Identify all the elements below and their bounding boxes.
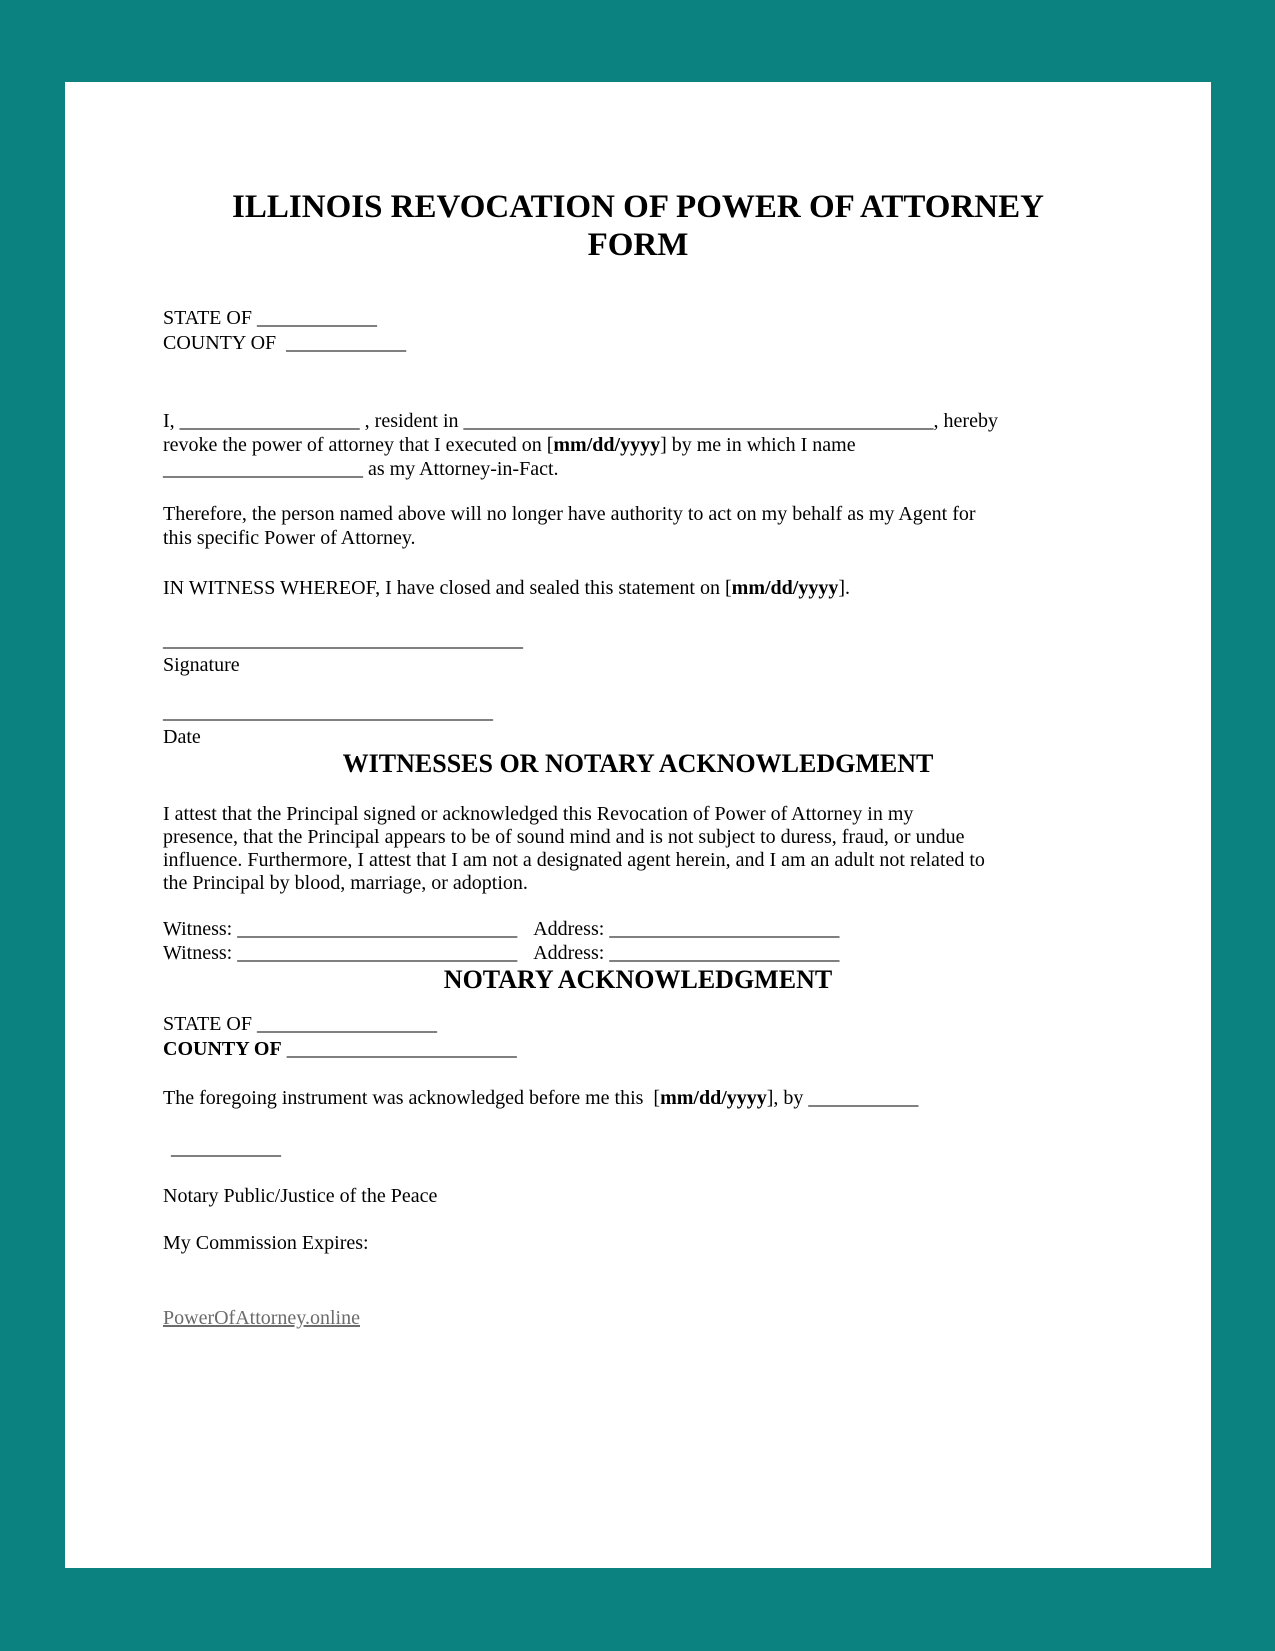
therefore-paragraph [163,502,1113,550]
notary-section-heading: NOTARY ACKNOWLEDGMENT [443,965,833,994]
address-label: Address: [533,918,605,940]
witness-row [163,917,1113,941]
therefore-line-1: Therefore, the person named above will no longer have authority to act on my behalf as my Agent for [163,503,976,525]
notary-county-label: COUNTY OF [163,1038,282,1060]
whereof-text: IN WITNESS WHEREOF, I have closed and sealed this statement on [ [163,577,732,599]
witness-label: Witness: [163,918,233,940]
intro-line-3-text: as my Attorney-in-Fact. [363,458,559,480]
witness-label: Witness: [163,942,233,964]
footer-link-line [163,1306,1113,1330]
intro-line-2-text: revoke the power of attorney that I executed on [ [163,434,554,456]
field-state-of: STATE OF ____________ [163,307,377,329]
intro-line-2-text-end: ] by me in which I name [660,434,856,456]
acknowledgment-line [163,1086,1113,1110]
signature-label: Signature [163,653,240,676]
page-title-line-2: FORM [587,227,689,263]
document-page [65,82,1211,1568]
intro-line-1: I, __________________ , resident in _______________________________________________, hereby [163,410,998,432]
attest-line-1: I attest that the Principal signed or acknowledged this Revocation of Power of Attorney in my [163,803,914,825]
witness-rows [163,917,1113,965]
therefore-line-2: this specific Power of Attorney. [163,527,416,549]
notary-state-of: STATE OF __________________ [163,1013,437,1035]
notary-public-label: Notary Public/Justice of the Peace [163,1185,438,1207]
notary-county-of [163,1037,1113,1062]
date-field [163,700,1113,749]
signature-field [163,628,1113,677]
whereof-text-end: ]. [838,577,851,599]
field-county-of: COUNTY OF ____________ [163,332,407,354]
attestation-paragraph [163,803,1113,895]
page-title-line-1: ILLINOIS REVOCATION OF POWER OF ATTORNEY [232,189,1044,225]
address-blank: _______________________ [604,918,840,940]
notary-county-blank: _______________________ [281,1038,517,1060]
date-blank-line: _________________________________ [163,701,493,723]
address-label: Address: [533,942,605,964]
page-title [163,188,1113,264]
witness-whereof-line [163,576,1113,600]
intro-line-3 [163,457,1113,481]
footer-link[interactable]: PowerOfAttorney.online [163,1307,360,1329]
notary-state-county-block [163,1012,1113,1062]
witness-blank: ____________________________ [232,942,518,964]
attorney-name-blank: ____________________ [163,458,363,480]
acknowledgment-text: The foregoing instrument was acknowledged before me this [ [163,1087,661,1109]
date-label: Date [163,725,201,748]
witness-row [163,941,1113,965]
date-placeholder: mm/dd/yyyy [731,577,839,599]
date-placeholder: mm/dd/yyyy [660,1087,767,1109]
commission-expires-label: My Commission Expires: [163,1232,369,1254]
address-blank: _______________________ [604,942,840,964]
witnesses-section-heading: WITNESSES OR NOTARY ACKNOWLEDGMENT [342,749,934,778]
state-county-block [163,306,1113,356]
intro-line-2 [163,433,1113,457]
intro-paragraph [163,409,1113,481]
acknowledgment-text-end: ], by ___________ [766,1087,919,1109]
attest-line-3: influence. Furthermore, I attest that I am not a designated agent herein, and I am an adult not related to [163,849,985,871]
date-placeholder: mm/dd/yyyy [553,434,661,456]
witness-blank: ____________________________ [232,918,518,940]
continuation-blank-line: ___________ [171,1137,281,1159]
signature-blank-line: ____________________________________ [163,629,523,651]
attest-line-4: the Principal by blood, marriage, or adoption. [163,872,528,894]
attest-line-2: presence, that the Principal appears to be of sound mind and is not subject to duress, fraud, or undue [163,826,965,848]
